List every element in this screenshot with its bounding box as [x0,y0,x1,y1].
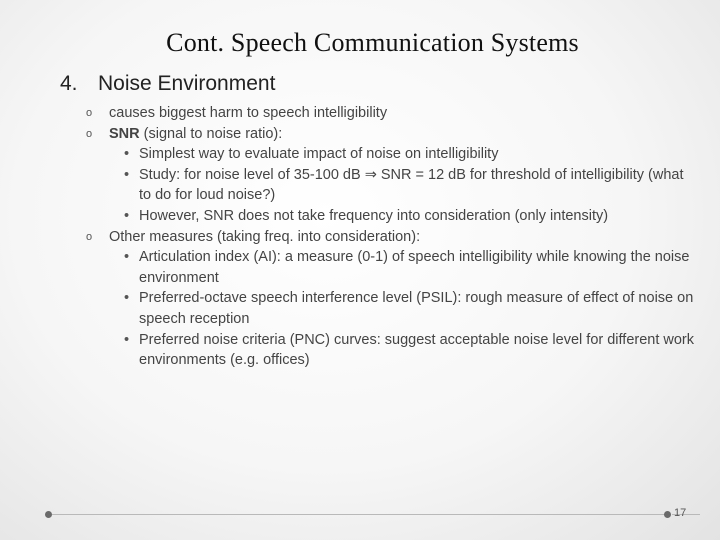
section-heading-text: Noise Environment [98,72,276,95]
bullet-item [86,103,696,124]
slide-title: Cont. Speech Communication Systems [166,28,579,57]
dot-bullet-icon: • [124,331,130,348]
page-number: 17 [674,507,687,519]
dot-bullet-icon: • [124,290,130,307]
bullet-item [86,124,696,145]
footer-right-dot-icon [664,511,671,518]
sub-bullet-text: Preferred noise criteria (PNC) curves: suggest acceptable noise level for different work environments (e.g. offices) [139,331,695,369]
bullet-text: causes biggest harm to speech intelligibility [109,105,388,121]
sub-bullet-item [86,247,696,288]
sub-bullet-item [86,330,696,371]
sub-bullet-item [86,206,696,227]
bullet-bold-text: SNR [109,125,140,142]
footer-rule [52,514,665,515]
sub-bullet-text: Study: for noise level of 35-100 dB ⇒ SNR = 12 dB for threshold of intelligibility (what to do for loud noise?) [139,166,684,204]
footer-left-dot-icon [45,511,52,518]
sub-bullet-item [86,144,696,165]
sub-bullet-text: However, SNR does not take frequency into consideration (only intensity) [139,207,609,224]
dot-bullet-icon: • [124,249,130,266]
circle-bullet-icon: o [86,107,93,119]
section-heading [60,72,275,96]
circle-bullet-icon: o [86,230,93,243]
bullet-text: (signal to noise ratio): [139,125,283,142]
sub-bullet-text: Preferred-octave speech interference level (PSIL): rough measure of effect of noise on speech reception [139,290,694,327]
circle-bullet-icon: o [86,127,93,140]
bullet-list [86,103,696,371]
bullet-text: Other measures (taking freq. into consideration): [109,228,421,245]
dot-bullet-icon: • [124,166,130,183]
sub-bullet-item [86,288,696,329]
sub-bullet-item [86,165,696,206]
dot-bullet-icon: • [124,207,130,224]
bullet-item [86,227,696,248]
sub-bullet-text: Articulation index (AI): a measure (0-1) of speech intelligibility while knowing the noise environment [139,249,690,286]
dot-bullet-icon: • [124,146,130,163]
section-number: 4. [60,72,78,95]
sub-bullet-text: Simplest way to evaluate impact of noise on intelligibility [139,146,499,163]
